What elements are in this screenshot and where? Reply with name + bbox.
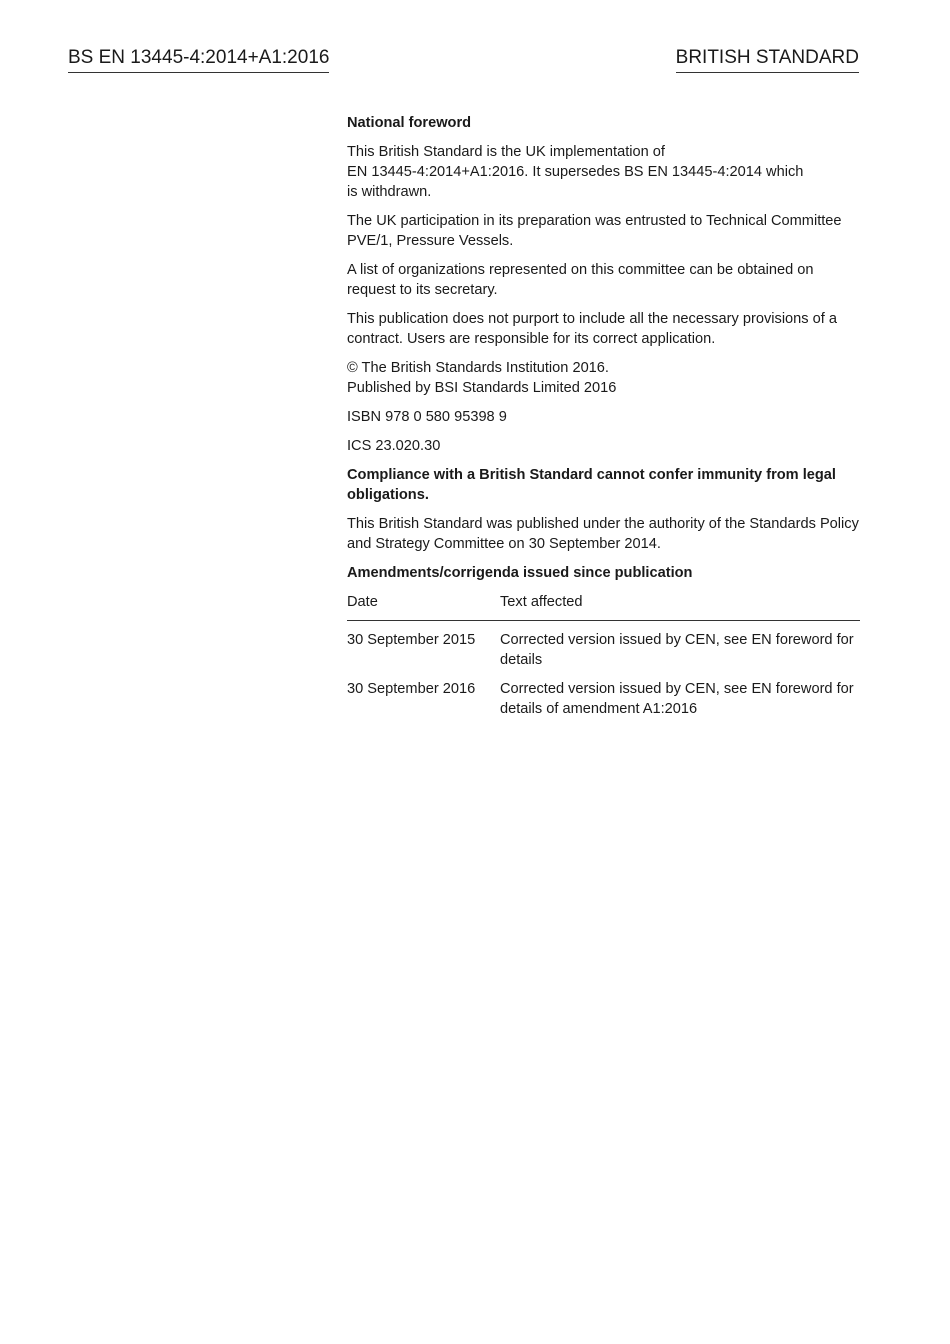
amendments-title: Amendments/corrigenda issued since publication bbox=[347, 565, 693, 581]
provisions-paragraph: This publication does not purport to include all the necessary provisions of a contract. Users are responsible for its correct application. bbox=[347, 311, 837, 347]
date-column-header: Date bbox=[347, 592, 500, 621]
copyright-line: © The British Standards Institution 2016. bbox=[347, 360, 609, 376]
copyright-paragraph bbox=[347, 358, 860, 398]
implementation-line-2: EN 13445-4:2014+A1:2016. It supersedes BS EN 13445-4:2014 which bbox=[347, 164, 804, 180]
organizations-paragraph: A list of organizations represented on this committee can be obtained on request to its secretary. bbox=[347, 262, 814, 298]
implementation-line-3: is withdrawn. bbox=[347, 184, 432, 200]
isbn: ISBN 978 0 580 95398 9 bbox=[347, 409, 507, 425]
publication-authority-paragraph: This British Standard was published under the authority of the Standards Policy and Strategy Committee on 30 September 2014. bbox=[347, 516, 859, 552]
text-affected-column-header: Text affected bbox=[500, 592, 860, 621]
standard-type-header: BRITISH STANDARD bbox=[676, 46, 859, 73]
amendment-text: Corrected version issued by CEN, see EN foreword for details bbox=[500, 632, 854, 668]
amendment-row bbox=[347, 670, 860, 719]
foreword-title: National foreword bbox=[347, 115, 472, 131]
compliance-notice: Compliance with a British Standard cannot confer immunity from legal obligations. bbox=[347, 467, 836, 503]
amendment-text: Corrected version issued by CEN, see EN foreword for details of amendment A1:2016 bbox=[500, 681, 854, 717]
amendment-row bbox=[347, 621, 860, 671]
amendments-table bbox=[347, 592, 860, 719]
amendment-date: 30 September 2016 bbox=[347, 681, 476, 697]
national-foreword-section bbox=[347, 113, 860, 719]
ics-code: ICS 23.020.30 bbox=[347, 438, 441, 454]
amendment-date: 30 September 2015 bbox=[347, 632, 476, 648]
implementation-line-1: This British Standard is the UK implementation of bbox=[347, 144, 665, 160]
standard-number-header: BS EN 13445-4:2014+A1:2016 bbox=[68, 46, 329, 73]
implementation-paragraph bbox=[347, 142, 860, 202]
publisher-line: Published by BSI Standards Limited 2016 bbox=[347, 380, 617, 396]
amendments-header-row bbox=[347, 592, 860, 621]
committee-paragraph: The UK participation in its preparation was entrusted to Technical Committee PVE/1, Pressure Vessels. bbox=[347, 213, 842, 249]
